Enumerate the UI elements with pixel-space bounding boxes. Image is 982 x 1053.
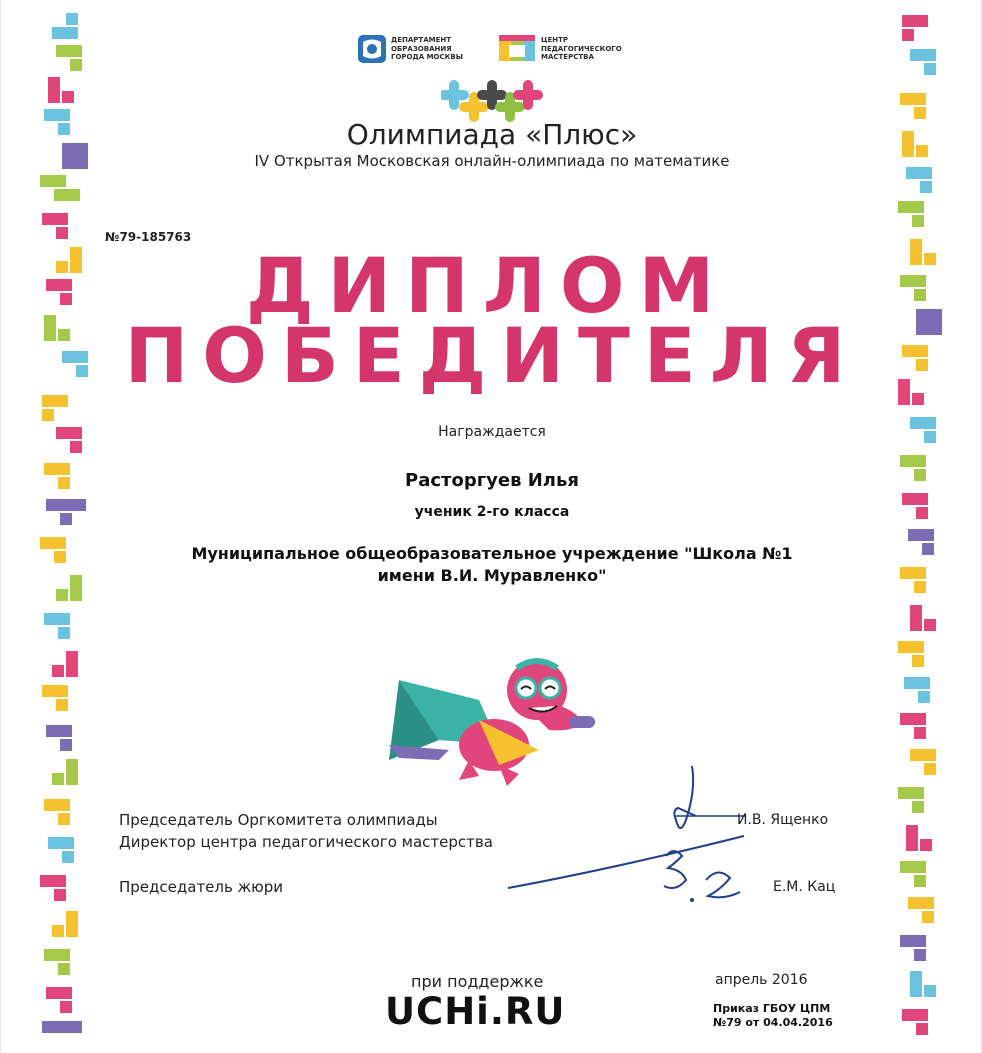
order-line1: Приказ ГБОУ ЦПМ (713, 1002, 831, 1015)
department-logo-text: ДЕПАРТАМЕНТ ОБРАЗОВАНИЯ ГОРОДА МОСКВЫ (391, 36, 463, 62)
school-name-line2: имени В.И. Муравленко" (377, 566, 607, 585)
signature-name-1: И.В. Ященко (737, 812, 829, 828)
moscow-crest-icon (357, 34, 387, 64)
signature-role-1: Председатель Оргкомитета олимпиады (119, 811, 438, 829)
awarded-label: Награждается (438, 424, 546, 440)
cpm-logo (497, 30, 629, 68)
sponsor-logo-uchi: UCHi.RU (385, 990, 566, 1033)
handwritten-signatures (496, 760, 746, 910)
order-line2: №79 от 04.04.2016 (713, 1016, 833, 1029)
diploma-number: №79-185763 (105, 230, 192, 244)
olympiad-title: Олимпиада «Плюс» (346, 118, 638, 151)
diploma-heading (1, 241, 982, 400)
department-logo (357, 30, 479, 68)
partner-logos (357, 30, 657, 70)
diploma-heading-line1: ДИПЛОМ (245, 241, 729, 330)
order-reference (713, 1002, 833, 1030)
signature-role-2: Директор центра педагогического мастерства (119, 833, 493, 851)
school-name (1, 543, 982, 587)
signature-name-2: Е.М. Кац (773, 879, 836, 895)
cpm-cube-icon (497, 33, 537, 65)
cpm-logo-text: ЦЕНТР ПЕДАГОГИЧЕСКОГО МАСТЕРСТВА (541, 36, 622, 62)
issue-date: апрель 2016 (715, 972, 808, 988)
support-label: при поддержке (411, 972, 544, 991)
signature-role-3: Председатель жюри (119, 878, 284, 896)
student-grade: ученик 2-го класса (414, 504, 570, 520)
diploma-heading-line2: ПОБЕДИТЕЛЯ (124, 311, 860, 400)
student-name: Расторгуев Илья (405, 470, 579, 491)
school-name-line1: Муниципальное общеобразовательное учреждение "Школа №1 (191, 544, 793, 563)
olympiad-subtitle: IV Открытая Московская онлайн-олимпиада по математике (254, 152, 730, 170)
